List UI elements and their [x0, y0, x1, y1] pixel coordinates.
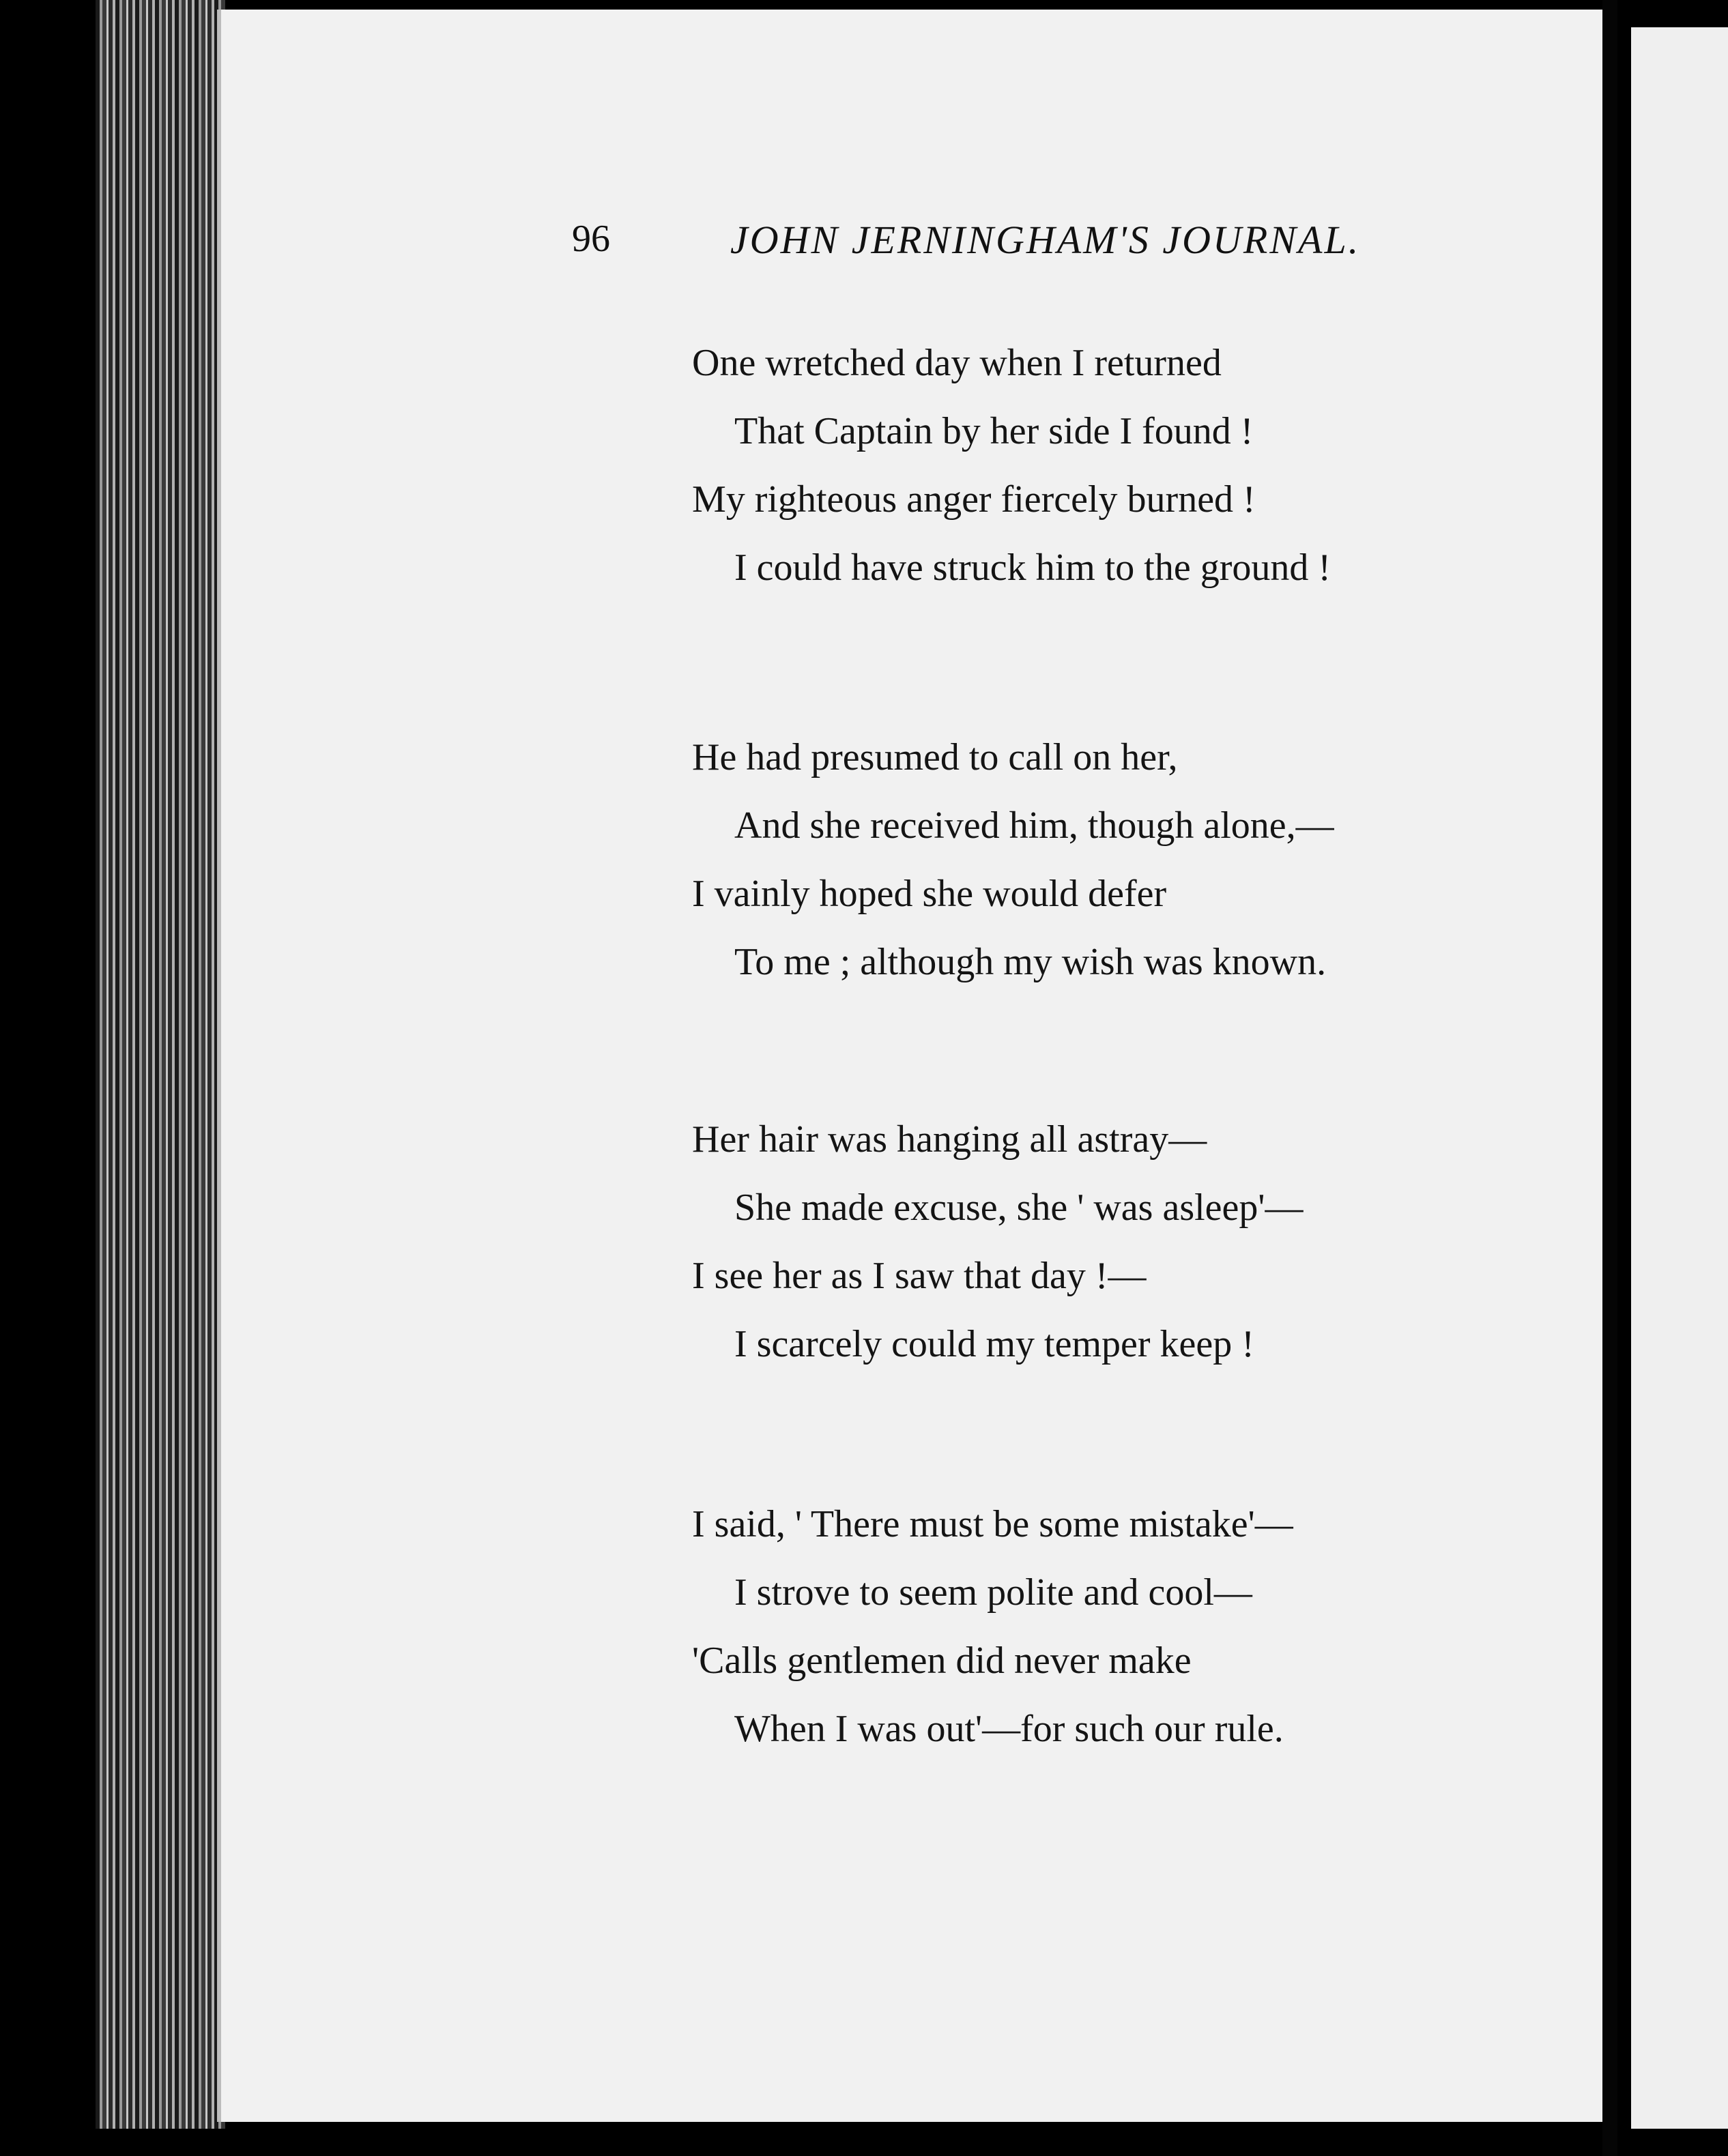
verse-line: When I was out'—for such our rule.: [734, 1708, 1284, 1750]
verse-line: I vainly hoped she would defer: [692, 873, 1167, 915]
facing-page-edge: [1631, 27, 1728, 2129]
running-title: JOHN JERNINGHAM'S JOURNAL.: [730, 218, 1361, 262]
verse-line: I said, ' There must be some mistake'—: [692, 1503, 1293, 1545]
verse-line: I see her as I saw that day !—: [692, 1255, 1147, 1297]
verse-line: She made excuse, she ' was asleep'—: [734, 1186, 1304, 1229]
verse-line: And she received him, though alone,—: [734, 804, 1334, 847]
stanza-1: [692, 329, 1511, 602]
stanza-2: [692, 723, 1511, 996]
page-header: [572, 212, 1473, 280]
verse-line: I could have struck him to the ground !: [734, 547, 1331, 589]
verse-line: One wretched day when I returned: [692, 342, 1222, 384]
stanza-3: [692, 1105, 1511, 1378]
verse-line: I strove to seem polite and cool—: [734, 1571, 1252, 1614]
verse-line: My righteous anger fiercely burned !: [692, 478, 1256, 521]
page-number: 96: [572, 218, 610, 260]
page-edges: [96, 0, 225, 2129]
verse-line: I scarcely could my temper keep !: [734, 1323, 1254, 1365]
verse-line: Her hair was hanging all astray—: [692, 1118, 1207, 1161]
verse-line: To me ; although my wish was known.: [734, 941, 1327, 983]
book-page: [217, 10, 1602, 2122]
verse-line: 'Calls gentlemen did never make: [692, 1640, 1192, 1682]
verse-line: He had presumed to call on her,: [692, 736, 1178, 778]
stanza-4: [692, 1490, 1511, 1763]
verse-line: That Captain by her side I found !: [734, 410, 1254, 452]
gutter-shadow: [1602, 0, 1617, 2156]
